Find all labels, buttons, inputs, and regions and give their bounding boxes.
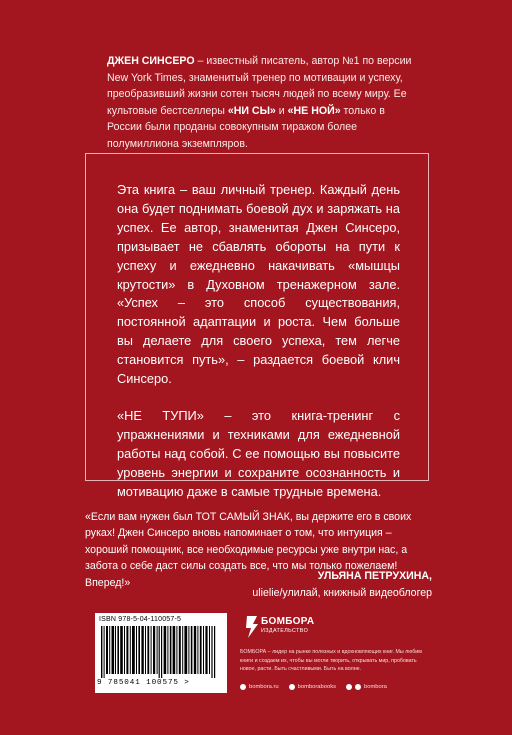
globe-icon: [240, 684, 246, 690]
author-bio: [107, 53, 417, 152]
isbn-label: ISBN 978-5-04-110057-5: [99, 616, 182, 623]
bio-conjunction: и: [275, 104, 288, 117]
publisher-subtitle: ИЗДАТЕЛЬСТВО: [261, 628, 309, 634]
social-instagram-label: bomborabooks: [297, 684, 337, 690]
telegram-icon: [355, 684, 361, 690]
social-website[interactable]: [240, 684, 279, 690]
book-title-1: «НИ СЫ»: [227, 104, 276, 117]
social-website-label: bombora.ru: [249, 684, 279, 690]
description-paragraph-1: Эта книга – ваш личный тренер. Каждый день она будет поднимать боевой дух и заряжать на успех. Ее автор, знаменитая Джен Синсеро, призывает не сбавлять обороты на пути к успеху и ежедневно накачивать «мышцы крутости» в Духовном тренажерном зале. «Успех – это способ существования, постоянной адаптации и роста. Чем больше вы делаете для своего успеха, тем легче становится путь», – раздается боевой клич Синсеро.: [117, 182, 400, 387]
publisher-name: БОМБОРА: [261, 616, 315, 627]
quote-author-name: УЛЬЯНА ПЕТРУХИНА,: [317, 570, 432, 582]
quote-author-role: ulielie/улилай, книжный видеоблогер: [252, 586, 432, 599]
barcode: [95, 613, 227, 693]
book-title-2: «НЕ НОЙ»: [287, 104, 341, 117]
social-vk-label: bombora: [364, 684, 387, 690]
barcode-bars: [101, 626, 221, 678]
book-description: [117, 181, 400, 520]
bio-text-2: только в России были проданы совокупным тиражом более полумиллиона экземпляров.: [107, 104, 385, 150]
publisher-blurb: БОМБОРА – лидер на рынке полезных и вдохновляющих книг. Мы любим книги и создаем их, чтобы вы могли творить, открывать мир, пробовать новое, расти. Быть счастливыми. Быть на волне.: [240, 649, 422, 672]
social-vk[interactable]: [346, 684, 387, 690]
quote-attribution: [252, 568, 432, 601]
social-instagram[interactable]: [289, 684, 336, 690]
vk-icon: [346, 684, 352, 690]
review-quote: «Если вам нужен был ТОТ САМЫЙ ЗНАК, вы держите его в своих руках! Джен Синсеро вновь напоминает о том, что интуиция – хороший помощник, все необходимые ресурсы уже внутри нас, а забота о себе даст силы создать все, что мы только пожелаем! Вперед!»: [85, 511, 412, 589]
barcode-digits: 9 785041 100575 >: [97, 679, 190, 687]
author-name: ДЖЕН СИНСЕРО: [107, 55, 195, 67]
instagram-icon: [289, 684, 295, 690]
bio-text-1: – известный писатель, автор №1 по версии New York Times, знаменитый тренер по мотивации и успеху, преобразивший жизни сотен тысяч людей по всему миру. Ее культовые бестселлеры: [107, 55, 412, 117]
description-paragraph-2: «НЕ ТУПИ» – это книга-тренинг с упражнениями и техниками для ежедневной работы над собой. С ее помощью вы повысите уровень энергии и сохраните осознанность и мотивацию даже в самые трудные времена.: [117, 407, 400, 499]
publisher-socials: [240, 684, 440, 690]
